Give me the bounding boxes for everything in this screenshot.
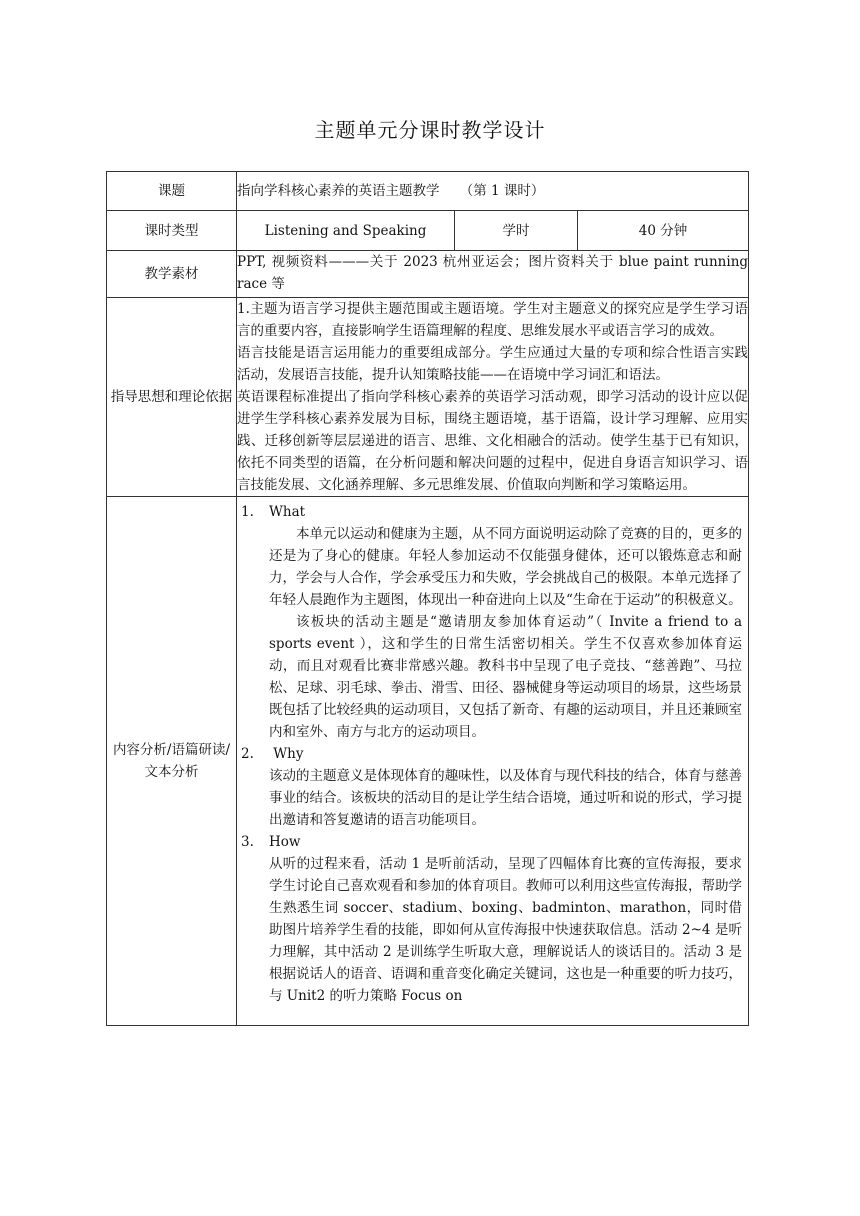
guide-paragraph: 英语课程标准提出了指向学科核心素养的英语学习活动观，即学习活动的设计应以促进学生学科核心素养发展为目标，围绕主题语境，基于语篇，设计学习理解、应用实践、迁移创新等层层递进的语言、思维、文化相融合的活动。使学生基于已有知识，依托不同类型的语篇，在分析问题和解决问题的过程中，促进自身语言知识学习、语言技能发展、文化涵养理解、多元思维发展、价值取向判断和学习策略运用。 xyxy=(237,389,749,493)
materials-value: PPT, 视频资料———关于 2023 杭州亚运会；图片资料关于 blue paint running race 等 xyxy=(237,251,749,298)
analysis-content xyxy=(237,497,749,1026)
lesson-design-table xyxy=(106,171,749,1026)
analysis-paragraph: 从听的过程来看，活动 1 是听前活动，呈现了四幅体育比赛的宣传海报，要求学生讨论自己喜欢观看和参加的体育项目。教师可以利用这些宣传海报，帮助学生熟悉生词 soccer、stadium、boxing、badminton、marathon，同时借助图片培养学生看的技能，即如何从宣传海报中快速获取信息。活动 2~4 是听力理解，其中活动 2 是训练学生听取大意，理解说话人的谈话目的。活动 3 是根据说话人的语音、语调和重音变化确定关键词，这也是一种重要的听力技巧，与 Unit2 的听力策略 Focus on xyxy=(269,856,743,1004)
row-topic xyxy=(107,172,749,211)
section-number: 1. xyxy=(241,504,254,520)
analysis-paragraph: 该动的主题意义是体现体育的趣味性，以及体育与现代科技的结合，体育与慈善事业的结合。该板块的活动目的是让学生结合语境，通过听和说的形式，学习提出邀请和答复邀请的语言功能项目。 xyxy=(269,768,743,828)
guide-paragraph: 语言技能是语言运用能力的重要组成部分。学生应通过大量的专项和综合性语言实践活动，发展语言技能，提升认知策略技能——在语境中学习词汇和语法。 xyxy=(237,345,749,383)
row-type xyxy=(107,211,749,251)
guide-label: 指导思想和理论依据 xyxy=(107,298,237,497)
section-heading xyxy=(241,501,742,523)
type-value: Listening and Speaking xyxy=(237,211,455,251)
guide-content xyxy=(237,298,749,497)
row-materials xyxy=(107,251,749,298)
analysis-paragraph: 该板块的活动主题是“邀请朋友参加体育运动”（ Invite a friend to a sports event ），这和学生的日常生活密切相关。学生不仅喜欢参加体育运动，而且对观看比赛非常感兴趣。教科书中呈现了电子竞技、“慈善跑”、马拉松、足球、羽毛球、拳击、滑雪、田径、器械健身等运动项目的场景，这些场景既包括了比较经典的运动项目，又包括了新奇、有趣的运动项目，并且还兼顾室内和室外、南方与北方的运动项目。 xyxy=(269,614,743,740)
section-title: What xyxy=(269,504,306,520)
row-guide xyxy=(107,298,749,497)
page-title: 主题单元分课时教学设计 xyxy=(314,118,546,142)
analysis-paragraph: 本单元以运动和健康为主题，从不同方面说明运动除了竞赛的目的，更多的还是为了身心的健康。年轻人参加运动不仅能强身健体，还可以锻炼意志和耐力，学会与人合作，学会承受压力和失败，学会挑战自己的极限。本单元选择了年轻人晨跑作为主题图，体现出一种奋进向上以及“生命在于运动”的积极意义。 xyxy=(269,526,743,608)
section-heading xyxy=(241,831,742,853)
topic-value: 指向学科核心素养的英语主题教学 （第 1 课时） xyxy=(237,172,749,211)
analysis-label: 内容分析/语篇研读/文本分析 xyxy=(107,497,237,1026)
hours-value: 40 分钟 xyxy=(578,211,749,251)
section-title: How xyxy=(269,834,301,850)
topic-label: 课题 xyxy=(107,172,237,211)
type-label: 课时类型 xyxy=(107,211,237,251)
section-title: Why xyxy=(269,746,304,762)
materials-label: 教学素材 xyxy=(107,251,237,298)
hours-label: 学时 xyxy=(455,211,578,251)
section-heading xyxy=(241,743,742,765)
section-number: 2. xyxy=(241,746,254,762)
row-analysis xyxy=(107,497,749,1026)
guide-paragraph: 1.主题为语言学习提供主题范围或主题语境。学生对主题意义的探究应是学生学习语言的重要内容，直接影响学生语篇理解的程度、思维发展水平或语言学习的成效。 xyxy=(237,301,749,339)
section-number: 3. xyxy=(241,834,254,850)
